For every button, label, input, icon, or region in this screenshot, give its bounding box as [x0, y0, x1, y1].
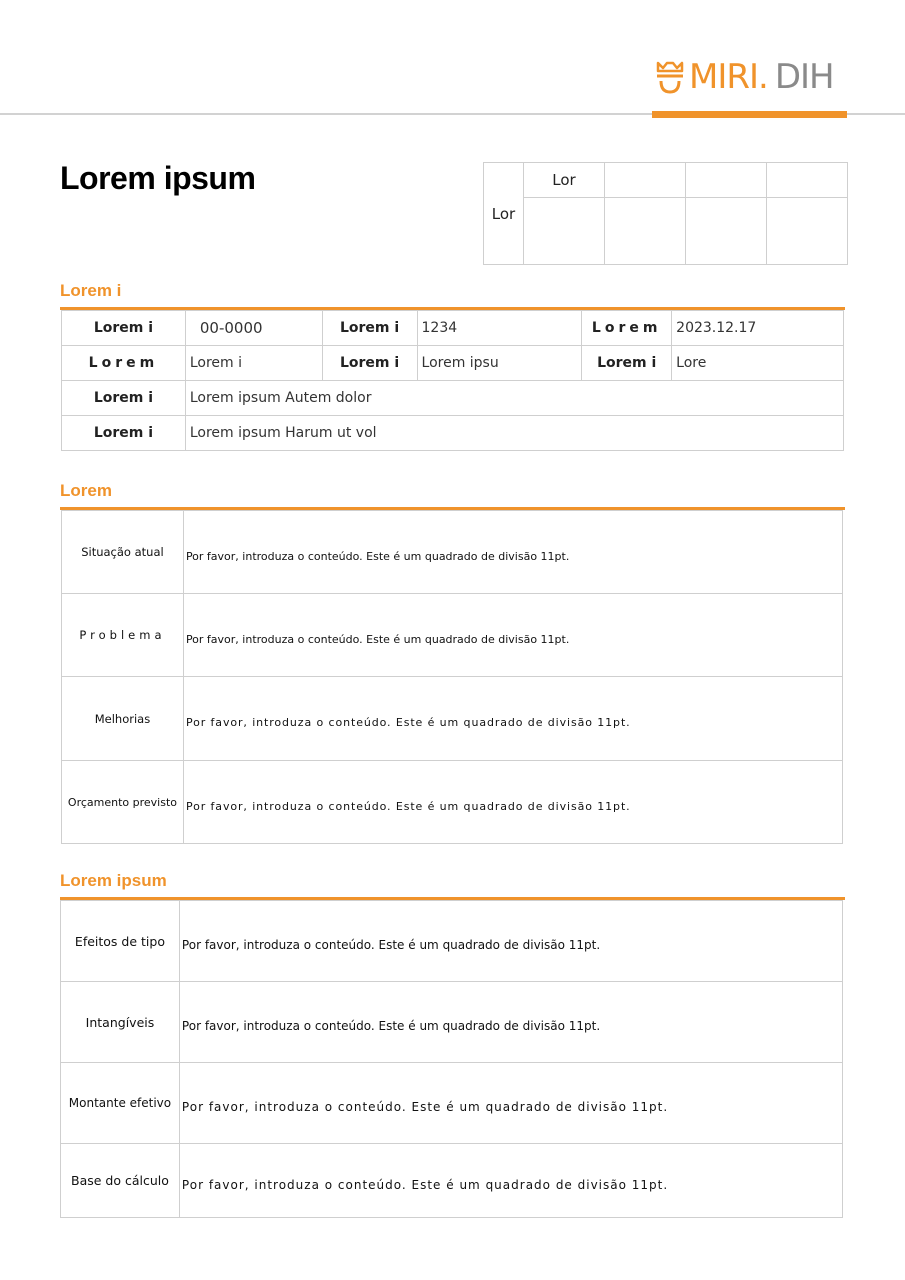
- section-title: Lorem i: [60, 281, 122, 300]
- info-label: Lorem i: [62, 381, 186, 416]
- effects-table: [60, 900, 843, 1218]
- row-label: Base do cálculo: [61, 1144, 180, 1218]
- table-row: [61, 1063, 843, 1144]
- approval-signature-cell[interactable]: [524, 198, 605, 265]
- info-label: Lorem i: [322, 311, 417, 346]
- approval-grid: [483, 162, 848, 265]
- row-value[interactable]: Por favor, introduza o conteúdo. Este é um quadrado de divisão 11pt.: [183, 761, 842, 844]
- page-title: Lorem ipsum: [60, 160, 256, 196]
- status-table: [61, 510, 843, 844]
- table-row: [62, 594, 843, 677]
- table-row: [62, 761, 843, 844]
- logo-dot: .: [758, 57, 769, 97]
- logo-primary-text: MIRI: [689, 57, 759, 97]
- row-value[interactable]: Por favor, introduza o conteúdo. Este é um quadrado de divisão 11pt.: [179, 1063, 842, 1144]
- info-label: Lorem i: [322, 346, 417, 381]
- info-label: Lorem i: [582, 346, 672, 381]
- table-row: [62, 311, 844, 346]
- logo-accent-bar: [652, 111, 847, 118]
- section-title: Lorem: [60, 481, 112, 500]
- table-row: [61, 901, 843, 982]
- info-label: Lorem i: [62, 311, 186, 346]
- info-value[interactable]: Lorem ipsum Harum ut vol: [185, 416, 843, 451]
- info-value[interactable]: 2023.12.17: [672, 311, 844, 346]
- row-label: Situação atual: [62, 511, 184, 594]
- row-label: Intangíveis: [61, 982, 180, 1063]
- info-label: Lorem: [582, 311, 672, 346]
- section-title: Lorem ipsum: [60, 871, 167, 890]
- info-value[interactable]: 1234: [417, 311, 582, 346]
- table-row: [61, 1144, 843, 1218]
- table-row: [62, 416, 844, 451]
- approval-signature-cell[interactable]: [767, 198, 848, 265]
- approval-column-header: [686, 163, 767, 198]
- row-value[interactable]: Por favor, introduza o conteúdo. Este é um quadrado de divisão 11pt.: [179, 901, 842, 982]
- row-label: Montante efetivo: [61, 1063, 180, 1144]
- info-value[interactable]: Lorem i: [185, 346, 322, 381]
- row-label: Melhorias: [62, 677, 184, 761]
- table-row: [62, 381, 844, 416]
- table-row: [62, 677, 843, 761]
- miri-mascot-icon: [655, 59, 685, 95]
- row-label: Orçamento previsto: [62, 761, 184, 844]
- info-table: [61, 310, 844, 451]
- row-value[interactable]: Por favor, introduza o conteúdo. Este é um quadrado de divisão 11pt.: [179, 982, 842, 1063]
- info-label: Lorem: [62, 346, 186, 381]
- table-row: [62, 346, 844, 381]
- row-label: Efeitos de tipo: [61, 901, 180, 982]
- row-value[interactable]: Por favor, introduza o conteúdo. Este é um quadrado de divisão 11pt.: [179, 1144, 842, 1218]
- row-value[interactable]: Por favor, introduza o conteúdo. Este é um quadrado de divisão 11pt.: [183, 511, 842, 594]
- info-value[interactable]: Lore: [672, 346, 844, 381]
- info-label: Lorem i: [62, 416, 186, 451]
- approval-column-header: Lor: [524, 163, 605, 198]
- logo-secondary-text: DIH: [774, 57, 834, 97]
- approval-column-header: [767, 163, 848, 198]
- info-value[interactable]: Lorem ipsu: [417, 346, 582, 381]
- table-row: [61, 982, 843, 1063]
- info-value[interactable]: Lorem ipsum Autem dolor: [185, 381, 843, 416]
- table-row: [62, 511, 843, 594]
- info-value[interactable]: 00-0000: [185, 311, 322, 346]
- approval-column-header: [605, 163, 686, 198]
- brand-logo: [655, 57, 834, 97]
- approval-signature-cell[interactable]: [605, 198, 686, 265]
- row-label: Problema: [62, 594, 184, 677]
- approval-signature-cell[interactable]: [686, 198, 767, 265]
- row-value[interactable]: Por favor, introduza o conteúdo. Este é um quadrado de divisão 11pt.: [183, 594, 842, 677]
- row-value[interactable]: Por favor, introduza o conteúdo. Este é um quadrado de divisão 11pt.: [183, 677, 842, 761]
- approval-side-label: Lor: [484, 163, 524, 265]
